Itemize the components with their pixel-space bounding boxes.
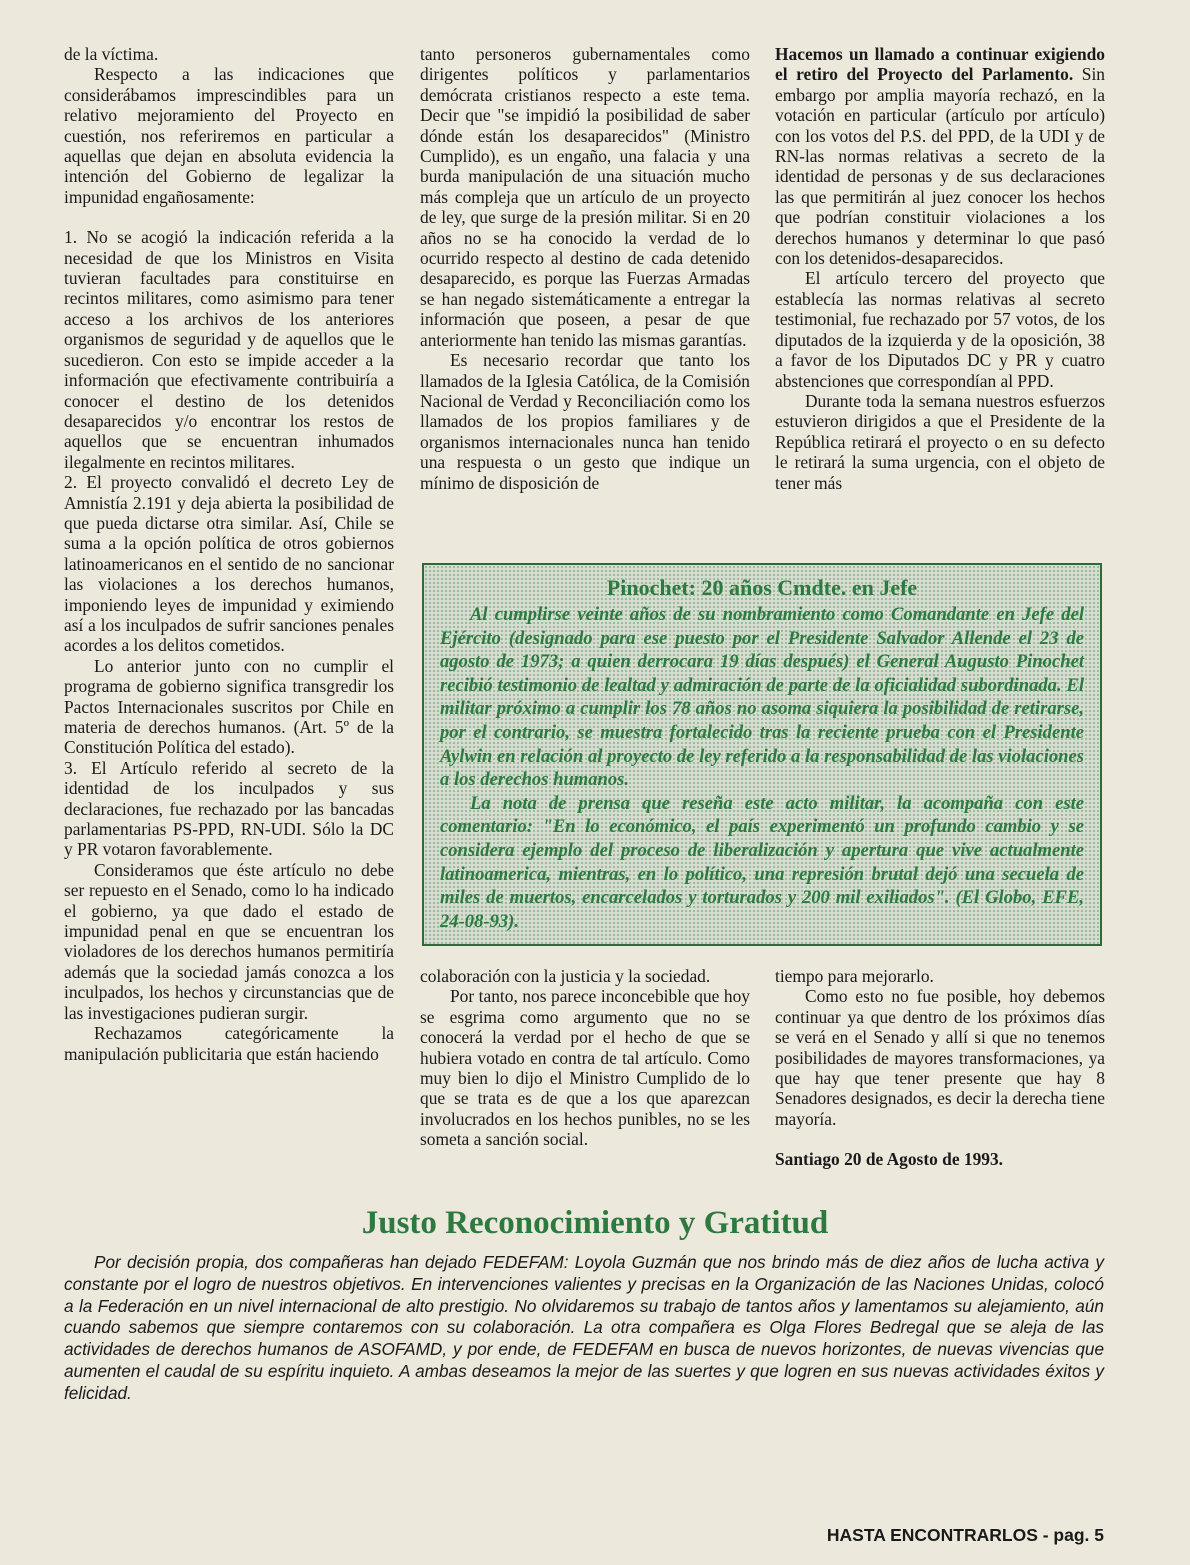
box-title: Pinochet: 20 años Cmdte. en Jefe xyxy=(606,575,918,600)
paragraph: tiempo para mejorarlo. xyxy=(775,966,934,986)
paragraph: Respecto a las indicaciones que considerábamos imprescindibles para un relativo mejoramiento del Proyecto en cuestión, nos referiremos en particular a aquellas que dejan en absoluta evidencia la intención del Gobierno de legalizar la impunidad engañosamente: xyxy=(64,64,394,207)
paragraph: tanto personeros gubernamentales como dirigentes políticos y parlamentarios demócrata cristianos respecto a este tema. Decir que "se impidió la posibilidad de saber dónde están los desaparecidos" (Ministro Cumplido), es un engaño, una falacia y una burda manipulación de una situación mucho más compleja que un artículo de un proyecto de ley, que surge de la presión militar. Si en 20 años no se ha conocido la verdad de lo ocurrido respecto al destino de cada detenido desaparecido, es porque las Fuerzas Armadas se han negado sistemáticamente a entregar la información que poseen, a pesar de que anteriormente han tenido las mismas garantías. xyxy=(420,44,750,350)
section-body: Por decisión propia, dos compañeras han dejado FEDEFAM: Loyola Guzmán que nos brindo más de diez años de lucha activa y constante por el logro de nuestros objetivos. En intervenciones valientes y precisas en la Organización de las Naciones Unidas, colocó a la Federación en un nivel internacional de alto prestigio. No olvidaremos su trabajo de tantos años y lamentamos su alejamiento, aún cuando sabemos que siempre contaremos con su colaboración. La otra compañera es Olga Flores Bedregal que se aleja de las actividades de derechos humanos de ASOFAMD, y por ende, de FEDEFAM en busca de nuevos horizontes, de nuevas vivencias que aumenten el caudal de su espíritu inquieto. A ambas deseamos la mejor de las suertes y que logren en sus nuevas actividades éxitos y felicidad. xyxy=(64,1252,1104,1403)
column-2-bottom xyxy=(420,966,750,1150)
paragraph: Sin embargo por amplia mayoría rechazó, en la votación en particular (artículo por artículo) con los votos del P.S. del PPD, de la UDI y de RN-las normas relativas a secreto de la identidad de personas y de sus declaraciones las que permitirán al juez conocer los hechos que podrían constituir violaciones a los derechos humanos y determinar lo que pasó con los detenidos-desaparecidos. xyxy=(775,64,1105,269)
paragraph: Lo anterior junto con no cumplir el programa de gobierno significa transgredir los Pactos Internacionales suscritos por Chile en materia de derechos humanos. (Art. 5º de la Constitución Política del estado). xyxy=(64,655,394,758)
paragraph: colaboración con la justicia y la sociedad. xyxy=(420,966,711,986)
numbered-point-3: 3. El Artículo referido al secreto de la identidad de los inculpados y sus declaraciones, fue rechazado por las bancadas parlamentarias PS-PPD, RN-UDI. Sólo la DC y PR votaron favorablemente. xyxy=(64,757,394,860)
numbered-point-1: 1. No se acogió la indicación referida a la necesidad de que los Ministros en Visita tuvieran facultades para constituirse en recintos militares, como asimismo para tener acceso a los archivos de los anteriores organismos de seguridad y de aquellos que le sucedieron. Con esto se impide acceder a la información que efectivamente contribuiría a conocer el destino de los detenidos desaparecidos y/o encontrar los restos de aquellos que se encuentran inhumados ilegalmente en recintos militares. xyxy=(64,227,394,472)
paragraph: Es necesario recordar que tanto los llamados de la Iglesia Católica, de la Comisión Nacional de Verdad y Reconciliación como los llamados de los propios familiares y de organismos internacionales nunca han tenido una respuesta o un gesto que indique un mínimo de disposición de xyxy=(420,350,750,493)
column-2-top xyxy=(420,44,750,493)
paragraph: Por tanto, nos parece inconcebible que hoy se esgrima como argumento que no se conocerá la verdad por el hecho de que se hubiera votado en contra de tal artículo. Como muy bien lo dijo el Ministro Cumplido de lo que se trata es de que a los que aparezcan involucrados en los hechos punibles, no se les someta a sanción social. xyxy=(420,986,750,1150)
box-paragraph: La nota de prensa que reseña este acto militar, la acompaña con este comentario: "En lo económico, el país experimentó un profundo cambio y se considera ejemplo del proceso de liberalización y apertura que vive actualmente latinoamerica, mientras, en lo político, una represión brutal dejó una secuela de miles de muertos, encarcelados y torturados y 200 mil exiliados". (El Globo, EFE, 24-08-93). xyxy=(440,792,1084,932)
pinochet-sidebar-box xyxy=(422,563,1102,946)
dateline: Santiago 20 de Agosto de 1993. xyxy=(775,1149,1004,1170)
paragraph: Consideramos que éste artículo no debe ser repuesto en el Senado, como lo ha indicado el gobierno, ya que dado el estado de impunidad penal en que se encuentran los violadores de los derechos humanos permitiría además que la sociedad jamás conozca a los inculpados, los hechos y circunstancias que de las investigaciones pudieran surgir. xyxy=(64,859,394,1023)
paragraph: Durante toda la semana nuestros esfuerzos estuvieron dirigidos a que el Presidente de la República retirará el proyecto o en su defecto le retirará la suma urgencia, con el objeto de tener más xyxy=(775,390,1105,493)
column-3-bottom xyxy=(775,966,1105,1170)
paragraph: Como esto no fue posible, hoy debemos continuar ya que dentro de los próximos días se verá en el Senado y allí si que no tenemos posibilidades de mayores transformaciones, ya que hay que tener presente que hay 8 Senadores designados, es decir la derecha tiene mayoría. xyxy=(775,986,1105,1129)
column-3-top xyxy=(775,44,1105,493)
numbered-point-2: 2. El proyecto convalidó el decreto Ley de Amnistía 2.191 y deja abierta la posibilidad de que pueda dictarse otra similar. Así, Chile se suma a la opción política de otros gobiernos latinoamericanos en el sentido de no sancionar las violaciones a los derechos humanos, imponiendo leyes de impunidad y eximiendo así a los inculpados de sufrir sanciones penales acordes a los delitos cometidos. xyxy=(64,472,394,656)
paragraph: de la víctima. xyxy=(64,44,159,64)
box-paragraph: Al cumplirse veinte años de su nombramiento como Comandante en Jefe del Ejército (designado para ese puesto por el Presidente Salvador Allende el 23 de agosto de 1973; a quien derrocara 19 días después) el General Augusto Pinochet recibió testimonio de lealtad y admiración de parte de la oficialidad subordinada. El militar próximo a cumplir los 78 años no asoma siquiera la posibilidad de retirarse, por el contrario, se muestra fortalecido tras la reciente prueba con el Presidente Aylwin en relación al proyecto de ley referido a la responsabilidad de las violaciones a los derechos humanos. xyxy=(440,604,1084,791)
paragraph: Rechazamos categóricamente la manipulación publicitaria que están haciendo xyxy=(64,1023,394,1064)
call-to-action-text: Hacemos un llamado a continuar exigiendo el retiro del Proyecto del Parlamento. xyxy=(775,44,1105,85)
section-heading: Justo Reconocimiento y Gratitud xyxy=(361,1205,829,1241)
page-footer: HASTA ENCONTRARLOS - pag. 5 xyxy=(826,1525,1104,1545)
paragraph: El artículo tercero del proyecto que establecía las normas relativas al secreto testimonial, fue rechazado por 57 votos, de los diputados de la izquierda y de la oposición, 38 a favor de los Diputados DC y PR y cuatro abstenciones que correspondían al PPD. xyxy=(775,268,1105,391)
column-1 xyxy=(64,44,394,1064)
